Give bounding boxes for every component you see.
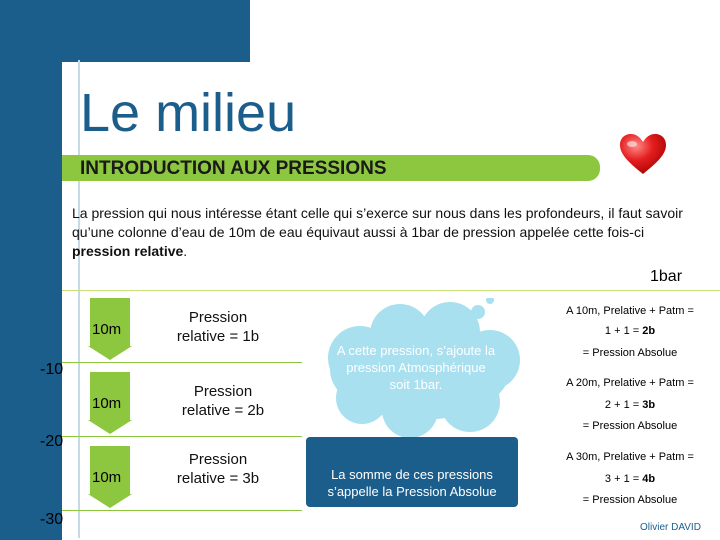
relative-pressure-text: Pression relative = 3b [176,451,260,487]
calc-prefix: 3 + 1 = [604,473,643,485]
intro-paragraph [72,204,702,261]
depth-marker: -10 [40,361,64,378]
depth-line [62,510,302,511]
depth-line [62,436,302,437]
calc-result-value: 3b [642,399,656,411]
depth-calc-result [540,473,720,485]
depth-calc-line: A 30m, Prelative + Patm = [566,451,694,463]
page-title: Le milieu [80,83,297,143]
depth-marker: -20 [40,433,64,450]
surface-pressure-label: 1bar [650,268,683,285]
depth-calc-result [540,399,720,411]
segment-length: 10m [92,395,122,412]
calc-result-value: 2b [642,325,656,337]
depth-calc-line: A 10m, Prelative + Patm = [566,305,694,317]
absolute-pressure-text: La somme de ces pressions s’appelle la Pression Absolue [327,467,497,499]
calc-prefix: 2 + 1 = [604,399,643,411]
relative-pressure-text: Pression relative = 1b [176,309,260,345]
water-surface-line [62,290,720,291]
cloud-caption: A cette pression, s’ajoute la pression Atmosphérique soit 1bar. [336,343,496,392]
relative-pressure-text: Pression relative = 2b [181,383,265,419]
intro-text: La pression qui nous intéresse étant celle qui s’exerce sur nous dans les profondeurs, il faut savoir qu’une colonne d’eau de 10m de eau équivaut aussi à 1bar de pression appelée cette fois-ci [72,205,683,240]
calc-prefix: 1 + 1 = [604,325,643,337]
segment-length: 10m [92,469,122,486]
author-credit: Olivier DAVID [640,522,701,533]
intro-text-end: . [183,243,188,259]
intro-bold-term: pression relative [72,243,184,259]
depth-calc-line: A 20m, Prelative + Patm = [566,377,694,389]
depth-calc-conclusion: = Pression Absolue [582,494,678,506]
segment-length: 10m [92,321,122,338]
depth-calc-result [540,325,720,337]
depth-calc-conclusion: = Pression Absolue [582,420,678,432]
heart-icon [618,132,668,176]
section-subtitle: INTRODUCTION AUX PRESSIONS [80,158,387,179]
depth-calc-conclusion: = Pression Absolue [582,347,678,359]
depth-line [62,362,302,363]
depth-marker: -30 [40,511,64,528]
calc-result-value: 4b [642,473,656,485]
left-blue-band [0,0,62,540]
